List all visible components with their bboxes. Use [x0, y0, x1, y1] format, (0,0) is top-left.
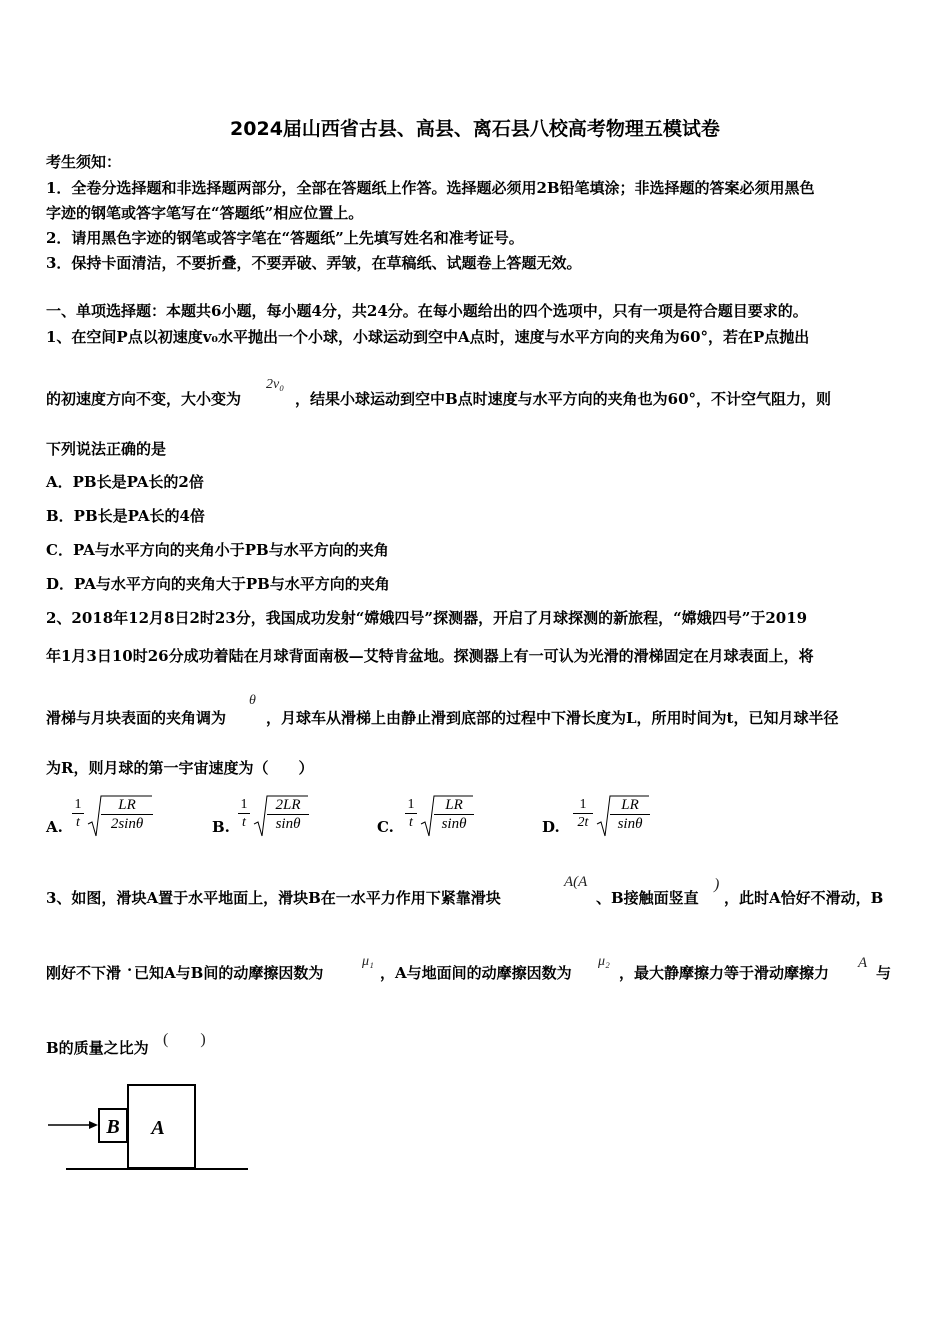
q2-math-theta: θ	[249, 693, 256, 708]
q2-line-2: 年1月3日10时26分成功着陆在月球背面南极—艾特肯盆地。探测器上有一可认为光滑的滑梯固定在月球表面上，将	[46, 647, 814, 665]
q1-option-d: D．PA与水平方向的夹角大于PB与水平方向的夹角	[46, 575, 390, 593]
q2-option-b-coef-num: 1	[240, 797, 248, 812]
q2-line-3a: 滑梯与月块表面的夹角调为	[46, 709, 227, 727]
q3-dot: ·	[127, 961, 133, 979]
q2-option-b-rad-num: 2LR	[275, 797, 301, 813]
notice-line-1b: 字迹的钢笔或答字笔写在“答题纸”相应位置上。	[46, 204, 364, 222]
q2-option-c-coef-den: t	[405, 813, 417, 832]
q2-option-d-label: D.	[542, 818, 560, 836]
q3-line-1b: 、B接触面竖直	[596, 889, 699, 907]
q2-option-c-coef-num: 1	[407, 797, 415, 812]
q2-option-d-rad-num: LR	[621, 797, 639, 813]
q2-option-a-rad-den: 2sinθ	[101, 814, 153, 834]
q3-line-2a: 刚好不下滑	[46, 964, 122, 982]
q3-math-a-open: A(A	[564, 874, 588, 890]
q1-option-a: A．PB长是PA长的2倍	[46, 473, 204, 491]
notice-line-3: 3．保持卡面清洁，不要折叠，不要弄破、弄皱，在草稿纸、试题卷上答题无效。	[46, 254, 582, 272]
q2-option-a-rad-num: LR	[118, 797, 136, 813]
q2-option-c-rad-num: LR	[445, 797, 463, 813]
notice-heading: 考生须知：	[46, 153, 122, 171]
q2-option-c-rad-den: sinθ	[434, 814, 474, 834]
q3-line-3a: B的质量之比为	[46, 1039, 149, 1057]
q1-math-2v0: 2v₀	[266, 377, 285, 392]
q1-line-3: 下列说法正确的是	[46, 440, 167, 458]
q2-option-d-coef-num: 1	[579, 797, 587, 812]
q3-math-paren-close: )	[714, 876, 720, 893]
q3-line-1c: ，此时A恰好不滑动，B	[724, 889, 884, 907]
page-title: 2024届山西省古县、高县、离石县八校高考物理五模试卷	[230, 118, 720, 140]
notice-line-2: 2．请用黑色字迹的钢笔或答字笔在“答题纸”上先填写姓名和准考证号。	[46, 229, 524, 247]
q3-line-2c: ，A与地面间的动摩擦因数为	[380, 964, 572, 982]
q2-option-b-coef-den: t	[238, 813, 250, 832]
q3-line-2d: ，最大静摩擦力等于滑动摩擦力	[619, 964, 830, 982]
q3-line-1a: 3、如图，滑块A置于水平地面上，滑块B在一水平力作用下紧靠滑块	[46, 889, 501, 907]
q1-line-2b: ，结果小球运动到空中B点时速度与水平方向的夹角也为60°，不计空气阻力，则	[295, 390, 832, 408]
q2-option-b-label: B.	[212, 818, 230, 836]
q2-option-d-rad-den: sinθ	[610, 814, 650, 834]
notice-line-1a: 1．全卷分选择题和非选择题两部分，全部在答题纸上作答。选择题必须用2B铅笔填涂；非选择题的答案必须用黑色	[46, 179, 815, 197]
section-heading: 一、单项选择题：本题共6小题，每小题4分，共24分。在每小题给出的四个选项中，只有一项是符合题目要求的。	[46, 302, 808, 320]
q1-line-2a: 的初速度方向不变，大小变为	[46, 390, 242, 408]
q2-option-a-coef-den: t	[72, 813, 84, 832]
q1-option-b: B．PB长是PA长的4倍	[46, 507, 205, 525]
q3-figure-label-b: B	[106, 1116, 120, 1138]
q3-line-2b: 已知A与B间的动摩擦因数为	[134, 964, 324, 982]
q2-line-1: 2、2018年12月8日2时23分，我国成功发射“嫦娥四号”探测器，开启了月球探测的新旅程，“嫦娥四号”于2019	[46, 609, 808, 627]
q3-math-mu1: μ₁	[362, 954, 374, 969]
q3-figure-label-a: A	[151, 1117, 165, 1139]
q1-line-1: 1、在空间P点以初速度v₀水平抛出一个小球，小球运动到空中A点时，速度与水平方向的夹角为60°，若在P点抛出	[46, 328, 810, 346]
q1-option-c: C．PA与水平方向的夹角小于PB与水平方向的夹角	[46, 541, 389, 559]
q2-line-4: 为R，则月球的第一宇宙速度为（ ）	[46, 759, 314, 777]
q2-option-a-label: A.	[46, 818, 63, 836]
q3-figure	[40, 1078, 255, 1178]
q2-option-c-label: C.	[377, 818, 394, 836]
q2-line-3b: ，月球车从滑梯上由静止滑到底部的过程中下滑长度为L，所用时间为t，已知月球半径	[266, 709, 839, 727]
q2-option-b-rad-den: sinθ	[267, 814, 309, 834]
q3-math-blank: ( )	[163, 1031, 206, 1048]
q2-option-d-coef-den: 2t	[573, 813, 593, 832]
q3-math-mu2: μ₂	[598, 954, 610, 969]
q3-line-2e: 与	[876, 964, 892, 982]
q3-math-a: A	[858, 955, 868, 971]
q2-option-a-coef-num: 1	[74, 797, 82, 812]
